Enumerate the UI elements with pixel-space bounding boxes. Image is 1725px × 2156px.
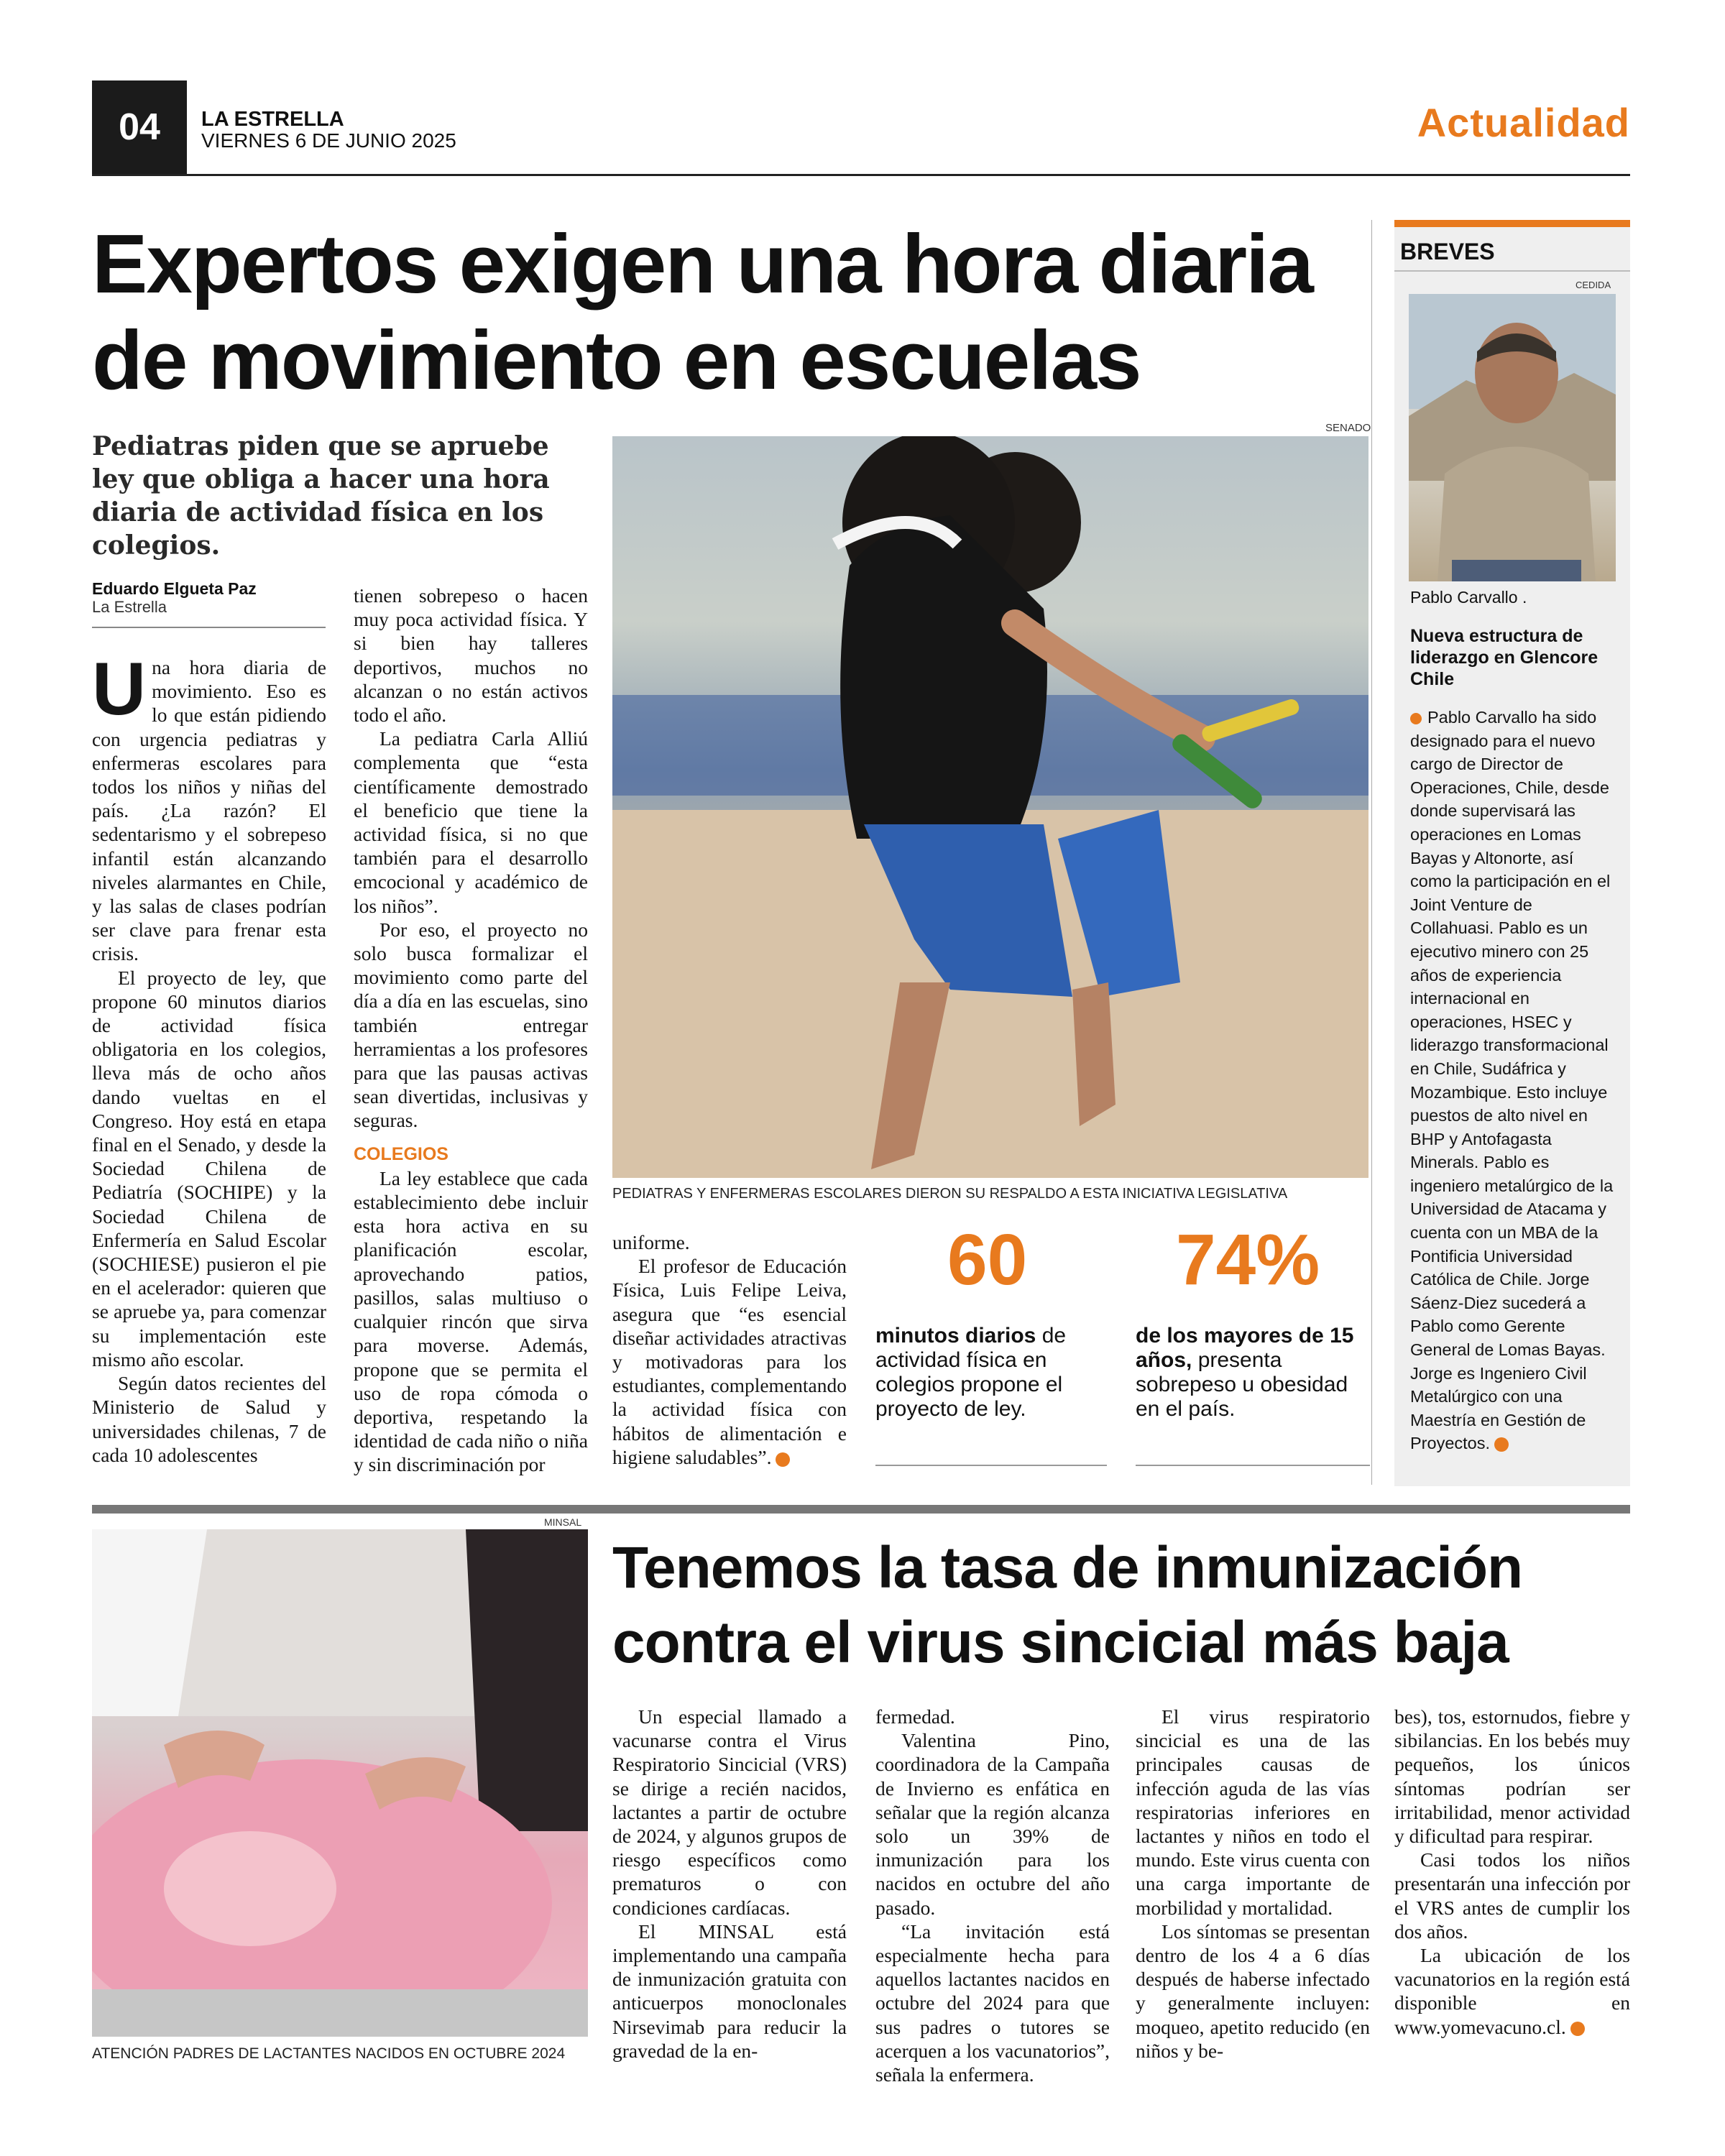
sidebar-title: BREVES: [1400, 239, 1495, 264]
section-label: Actualidad: [1417, 100, 1630, 145]
main-photo: [612, 436, 1368, 1178]
article2-col2-para3: “La invitación está especialmente hecha para aquellos lactantes nacidos en octubre del 2024 para que sus padres o tutores se acerquen a los vacunatorios”, señala la enfermera.: [875, 1920, 1110, 2086]
article1-column-3: [612, 1230, 847, 1489]
newspaper-name: LA ESTRELLA: [201, 108, 344, 131]
article2-headline-line1: Tenemos la tasa de inmunización: [612, 1535, 1523, 1600]
page-number: 04: [92, 80, 187, 174]
article1-col2-para2: La pediatra Carla Alliú complementa que “esta científicamente demostrado el beneficio que tiene la actividad física, si no que también para el desarrollo emcocional y académico de los niños”.: [354, 727, 588, 917]
author-organization: La Estrella: [92, 598, 167, 616]
article1-col3-para2: El profesor de Educación Física, Luis Felipe Leiva, asegura que “es esencial diseñar actividades atractivas y motivadoras para los estudiantes, complementando la actividad física con hábitos de alimentación e higiene saludables”.: [612, 1255, 847, 1468]
article1-col1-para2: El proyecto de ley, que propone 60 minutos diarios de actividad física obligatoria en los colegios, lleva más de ocho años dando vueltas en el Congreso. Hoy está en etapa final en el Senado, y desde la Sociedad Chilena de Pediatría (SOCHIPE) y la Sociedad Chilena de Enfermería en Salud Escolar (SOCHIESE) pusieron el pie en el acelerador: quieren que se apruebe ya, para comenzar su implementación este mismo año escolar.: [92, 966, 326, 1370]
main-headline-line1: Expertos exigen una hora diaria: [92, 217, 1312, 310]
article2-column-3: [1136, 1705, 1370, 2093]
article2-column-2: [875, 1705, 1110, 2093]
article2-headline: [612, 1531, 1633, 1680]
article2-col2-para2: Valentina Pino, coordinadora de la Campaña de Invierno es enfática en señalar que la región alcanza solo un 39% de inmunización para los nacidos en octubre del año pasado.: [875, 1729, 1110, 1919]
sidebar-body: Pablo Carvallo ha sido designado para el nuevo cargo de Director de Operaciones, Chile, desde donde supervisará las operaciones en Lomas Bayas y Altonorte, así como la participación en el Joint Venture de Collahuasi. Pablo es un ejecutivo minero con 25 años de experiencia internacional en operaciones, HSEC y liderazgo transformacional en Chile, Sudáfrica y Mozambique. Esto incluye puestos de alto nivel en BHP y Antofagasta Minerals. Pablo es ingeniero metalúrgico de la Universidad de Atacama y cuenta con un MBA de la Pontificia Universidad Católica de Chile. Jorge Sáenz-Diez sucederá a Pablo como Gerente General de Lomas Bayas. Jorge es Ingeniero Civil Metalúrgico con una Maestría en Gestión de Proyectos.: [1410, 708, 1614, 1453]
stat-obesity-description: de los mayores de 15 años, presenta sobrepeso u obesidad en el país.: [1136, 1324, 1354, 1421]
issue-date: VIERNES 6 DE JUNIO 2025: [201, 129, 456, 152]
children-running-image: [612, 436, 1368, 1178]
article2-column-1: [612, 1705, 847, 2093]
stat-obesity-value: 74%: [1176, 1220, 1320, 1300]
article2-photo-credit: MINSAL: [544, 1516, 582, 1528]
newborn-image: [92, 1529, 588, 2037]
article1-column-1: [92, 655, 326, 1489]
article2-col3-para2: Los síntomas se presentan dentro de los 4 a 6 días después de haberse infectado y generalmente incluyen: moqueo, apetito reducido (en niños y be-: [1136, 1920, 1370, 2062]
stat-divider-2: [1136, 1465, 1370, 1466]
end-mark-icon: [1494, 1437, 1509, 1452]
end-mark-icon: [1570, 2022, 1585, 2036]
article1-col2-para4: La ley establece que cada establecimiento debe incluir esta hora activa en su planificación escolar, aprovechando patios, pasillos, salas multiuso o cualquier rincón que sirva para moverse. Además, propone que se permita el uso de ropa cómoda o deportiva, respetando la identidad de cada niño o niña y sin discriminación por: [354, 1166, 588, 1476]
article2-col3-para1: El virus respiratorio sincicial es una de las principales causas de infección aguda de las vías respiratorias inferiores en lactantes y niños en todo el mundo. Este virus cuenta con una carga importante de morbilidad y mortalidad.: [1136, 1705, 1370, 1919]
article1-col1-para3: Según datos recientes del Ministerio de Salud y universidades chilenas, 7 de cada 10 adolescentes: [92, 1372, 326, 1466]
sidebar-portrait-photo: [1409, 294, 1616, 581]
article2-col1-para2: El MINSAL está implementando una campaña de inmunización gratuita con anticuerpos monoclonales Nirsevimab para reducir la gravedad de la en-: [612, 1920, 847, 2062]
article2-col4-para2: Casi todos los niños presentarán una infección por el VRS antes de cumplir los dos años.: [1394, 1848, 1630, 1943]
stat-minutes-description: minutos diarios de actividad física en colegios propone el proyecto de ley.: [875, 1324, 1067, 1421]
sidebar-headline: Nueva estructura de liderazgo en Glencore Chile: [1410, 626, 1598, 689]
photo-caption: PEDIATRAS Y ENFERMERAS ESCOLARES DIERON SU RESPALDO A ESTA INICIATIVA LEGISLATIVA: [612, 1186, 1288, 1202]
article1-col3-para1: uniforme.: [612, 1231, 690, 1253]
article1-column-2: [354, 584, 588, 1489]
subsection-heading: COLEGIOS: [354, 1143, 448, 1164]
author-name: Eduardo Elgueta Paz: [92, 579, 257, 598]
article2-column-4: [1394, 1705, 1630, 2093]
article2-photo-caption: ATENCIÓN PADRES DE LACTANTES NACIDOS EN OCTUBRE 2024: [92, 2045, 566, 2062]
header-divider: [92, 174, 1630, 176]
article2-col1-para1: Un especial llamado a vacunarse contra el Virus Respiratorio Sincicial (VRS) se dirige a recién nacidos, lactantes a partir de octubre de 2024, y algunos grupos de riesgo específicos como prematuros o con condiciones cardíacas.: [612, 1705, 847, 1919]
section-divider: [92, 1505, 1630, 1514]
main-headline: [92, 216, 1386, 408]
article2-col2-para1: fermedad.: [875, 1705, 955, 1728]
main-subhead: Pediatras piden que se apruebe ley que obliga a hacer una hora diaria de actividad física en los colegios.: [92, 431, 550, 561]
article1-col1-para1: Una hora diaria de movimiento. Eso es lo que están pidiendo con urgencia pediatras y enfermeras escolares para todos los niños y niñas del país. ¿La razón? El sedentarismo y el sobrepeso infantil están alcanzando niveles alarmantes en Chile, y las salas de clases podrían ser clave para frenar esta crisis.: [92, 655, 326, 965]
sidebar-title-divider: [1394, 270, 1630, 272]
drop-cap: U: [92, 655, 147, 731]
portrait-image: [1409, 294, 1616, 581]
sidebar-accent-bar: [1394, 220, 1630, 227]
stat-divider-1: [875, 1465, 1107, 1466]
sidebar-photo-caption: Pablo Carvallo .: [1410, 588, 1527, 607]
article1-col2-para1: tienen sobrepeso o hacen muy poca actividad física. Y si bien hay talleres deportivos, muchos no alcanzan o no están activos todo el año.: [354, 584, 588, 727]
baby-photo: [92, 1529, 588, 2037]
main-headline-line2: de movimiento en escuelas: [92, 313, 1141, 407]
sidebar-photo-credit: CEDIDA: [1576, 280, 1611, 290]
photo-credit: SENADO: [1325, 422, 1371, 434]
article2-col4-para3: La ubicación de los vacunatorios en la región está disponible en www.yomevacuno.cl.: [1394, 1944, 1630, 2038]
byline-divider: [92, 627, 326, 628]
article2-headline-line2: contra el virus sincicial más baja: [612, 1610, 1509, 1675]
end-mark-icon: [776, 1452, 790, 1467]
column-divider: [1371, 220, 1372, 1485]
article2-col4-para1: bes), tos, estornudos, fiebre y sibilancias. En los bebés muy pequeños, los únicos síntomas podrían ser irritabilidad, menor actividad y dificultad para respirar.: [1394, 1705, 1630, 1848]
bullet-dot-icon: [1410, 713, 1422, 724]
article1-col2-para3: Por eso, el proyecto no solo busca formalizar el movimiento como parte del día a día en las escuelas, sino también entregar herramientas a los profesores para que las pausas activas sean divertidas, inclusivas y seguras.: [354, 918, 588, 1132]
stat-minutes-value: 60: [947, 1220, 1028, 1300]
